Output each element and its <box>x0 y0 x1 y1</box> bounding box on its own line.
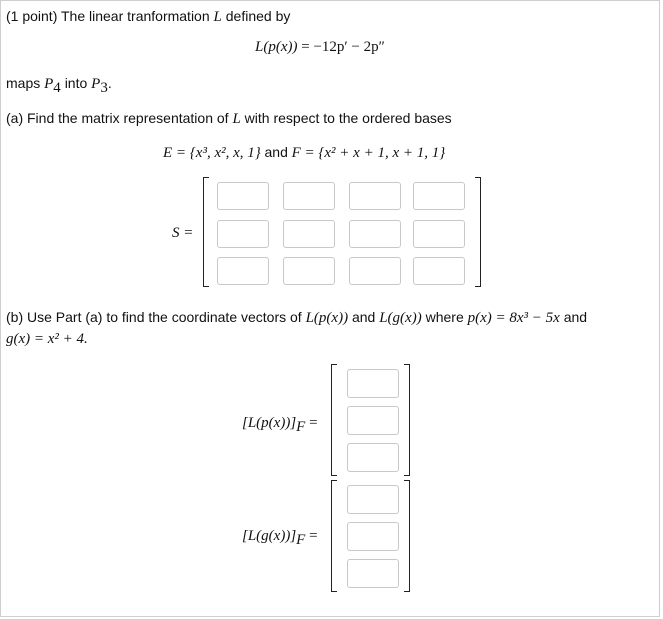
bases-and: and <box>264 144 288 160</box>
vector-1-entry-1[interactable] <box>347 369 399 398</box>
defined-by-text: defined by <box>225 8 291 24</box>
symbol-L-a: L <box>232 111 241 127</box>
intro-text: The linear tranformation <box>61 8 210 24</box>
part-a-tail: with respect to the ordered bases <box>244 110 452 126</box>
vector-1-eq: = <box>309 415 318 431</box>
part-b-line-1 <box>6 308 587 327</box>
matrix-cell-2-1[interactable] <box>217 220 269 248</box>
basis-E: E = {x³, x², x, 1} <box>163 145 261 161</box>
part-b-and2: and <box>563 309 588 325</box>
problem-header <box>6 7 290 26</box>
matrix-left-bracket <box>203 177 209 287</box>
symbol-L: L <box>213 9 222 25</box>
part-a-lead: (a) Find the matrix representation of <box>6 110 229 126</box>
vector-2-entry-3[interactable] <box>347 559 399 588</box>
vector-2-label <box>242 527 318 549</box>
matrix-cell-3-4[interactable] <box>413 257 465 285</box>
points-label: (1 point) <box>6 8 58 24</box>
definition-lhs: L(p(x)) <box>255 39 298 55</box>
vector-2-eq: = <box>309 528 318 544</box>
vector-1-right-bracket <box>404 364 410 476</box>
part-b-where: where <box>425 309 464 325</box>
matrix-cell-2-4[interactable] <box>413 220 465 248</box>
matrix-cell-3-2[interactable] <box>283 257 335 285</box>
vector-2-entry-2[interactable] <box>347 522 399 551</box>
vector-1-text: [L(p(x))] <box>242 415 297 431</box>
vector-2-sub: F <box>296 532 306 548</box>
part-b-gx: g(x) = x² + 4. <box>6 331 88 347</box>
space-from: P <box>44 76 54 92</box>
vector-1-label <box>242 414 318 436</box>
definition-equation <box>255 38 385 56</box>
maps-into: into <box>64 75 88 91</box>
matrix-cell-1-2[interactable] <box>283 182 335 210</box>
maps-prefix: maps <box>6 75 41 91</box>
part-b-lp: L(p(x)) <box>305 310 349 326</box>
vector-2-text: [L(g(x))] <box>242 528 297 544</box>
matrix-cell-2-3[interactable] <box>349 220 401 248</box>
vector-1-sub: F <box>296 419 306 435</box>
part-b-lg: L(g(x)) <box>379 310 422 326</box>
basis-F: F = {x² + x + 1, x + 1, 1} <box>291 145 446 161</box>
space-to-sub: 3 <box>100 79 108 96</box>
definition-rhs: = −12p′ − 2p″ <box>301 39 385 55</box>
part-a-text <box>6 109 452 128</box>
matrix-cell-3-3[interactable] <box>349 257 401 285</box>
vector-2-left-bracket <box>331 480 337 592</box>
bases-line <box>163 143 445 162</box>
matrix-right-bracket <box>475 177 481 287</box>
matrix-cell-1-3[interactable] <box>349 182 401 210</box>
matrix-cell-3-1[interactable] <box>217 257 269 285</box>
space-to: P <box>91 76 101 92</box>
vector-1-entry-2[interactable] <box>347 406 399 435</box>
part-b-line-2 <box>6 329 88 348</box>
maps-end: . <box>107 75 112 91</box>
space-from-sub: 4 <box>53 79 61 96</box>
vector-1-left-bracket <box>331 364 337 476</box>
part-b-px: p(x) = 8x³ − 5x <box>467 310 560 326</box>
vector-2-right-bracket <box>404 480 410 592</box>
matrix-cell-1-1[interactable] <box>217 182 269 210</box>
matrix-cell-2-2[interactable] <box>283 220 335 248</box>
maps-line <box>6 74 112 97</box>
matrix-S-text: S = <box>172 225 194 241</box>
matrix-S-label <box>172 224 193 242</box>
vector-1-entry-3[interactable] <box>347 443 399 472</box>
part-b-lead: (b) Use Part (a) to find the coordinate vectors of <box>6 309 302 325</box>
part-b-and: and <box>351 309 376 325</box>
vector-2-entry-1[interactable] <box>347 485 399 514</box>
matrix-cell-1-4[interactable] <box>413 182 465 210</box>
